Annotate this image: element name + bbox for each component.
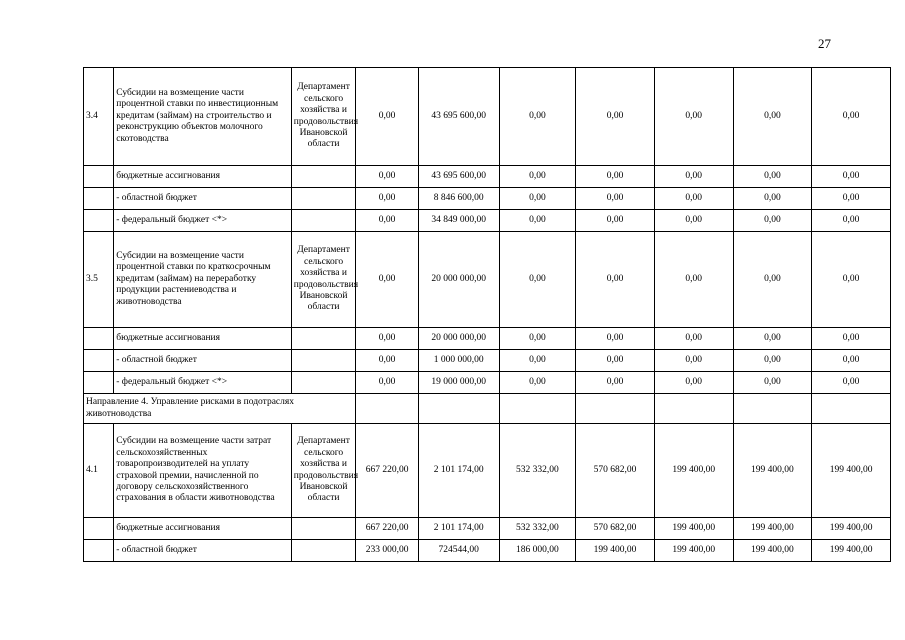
- value-cell: 0,00: [576, 328, 655, 350]
- value-cell: 0,00: [356, 166, 419, 188]
- table-row: [84, 328, 891, 350]
- value-cell: 0,00: [812, 68, 891, 166]
- row-executor-empty: [291, 540, 356, 562]
- value-cell: 0,00: [356, 372, 419, 394]
- value-cell: 0,00: [499, 328, 576, 350]
- table-row: [84, 166, 891, 188]
- value-cell: 0,00: [812, 372, 891, 394]
- value-cell: 0,00: [654, 328, 733, 350]
- value-cell: [418, 394, 499, 424]
- value-cell: 667 220,00: [356, 518, 419, 540]
- row-executor-empty: [291, 210, 356, 232]
- value-cell: 233 000,00: [356, 540, 419, 562]
- row-name: - областной бюджет: [114, 540, 292, 562]
- table-row: [84, 394, 891, 424]
- row-code-empty: [84, 518, 114, 540]
- row-name: бюджетные ассигнования: [114, 518, 292, 540]
- value-cell: 199 400,00: [733, 540, 812, 562]
- value-cell: 0,00: [733, 232, 812, 328]
- value-cell: 0,00: [576, 166, 655, 188]
- value-cell: 0,00: [576, 210, 655, 232]
- value-cell: [499, 394, 576, 424]
- row-name: - федеральный бюджет <*>: [114, 210, 292, 232]
- value-cell: 0,00: [654, 350, 733, 372]
- row-executor-empty: [291, 166, 356, 188]
- table-body: [84, 68, 891, 562]
- value-cell: 0,00: [576, 68, 655, 166]
- value-cell: 199 400,00: [576, 540, 655, 562]
- value-cell: 43 695 600,00: [418, 166, 499, 188]
- table-row: [84, 518, 891, 540]
- value-cell: 2 101 174,00: [418, 518, 499, 540]
- row-name: Субсидии на возмещение части затрат сельскохозяйственных товаропроизводителей на уплату страховой премии, начисленной по договору сельскохозяйственного страхования в области животноводства: [114, 424, 292, 518]
- value-cell: 0,00: [356, 232, 419, 328]
- value-cell: 0,00: [576, 372, 655, 394]
- value-cell: 0,00: [812, 166, 891, 188]
- table-row: [84, 210, 891, 232]
- row-code: 4.1: [84, 424, 114, 518]
- row-code: 3.4: [84, 68, 114, 166]
- value-cell: 0,00: [812, 350, 891, 372]
- value-cell: 0,00: [499, 188, 576, 210]
- value-cell: 0,00: [356, 350, 419, 372]
- table-row: [84, 424, 891, 518]
- value-cell: 199 400,00: [654, 424, 733, 518]
- value-cell: 0,00: [654, 188, 733, 210]
- value-cell: 0,00: [499, 350, 576, 372]
- row-executor-empty: [291, 328, 356, 350]
- value-cell: [356, 394, 419, 424]
- row-name: Субсидии на возмещение части процентной ставки по краткосрочным кредитам (займам) на переработку продукции растениеводства и животноводства: [114, 232, 292, 328]
- value-cell: 0,00: [654, 166, 733, 188]
- value-cell: 0,00: [654, 210, 733, 232]
- value-cell: 532 332,00: [499, 518, 576, 540]
- row-code-empty: [84, 540, 114, 562]
- value-cell: 0,00: [356, 188, 419, 210]
- value-cell: 186 000,00: [499, 540, 576, 562]
- table-row: [84, 372, 891, 394]
- row-name: - областной бюджет: [114, 188, 292, 210]
- value-cell: 0,00: [733, 350, 812, 372]
- value-cell: 20 000 000,00: [418, 232, 499, 328]
- value-cell: [733, 394, 812, 424]
- page-number: 27: [818, 36, 831, 51]
- value-cell: 0,00: [733, 166, 812, 188]
- value-cell: 0,00: [812, 210, 891, 232]
- value-cell: 199 400,00: [733, 424, 812, 518]
- value-cell: 724544,00: [418, 540, 499, 562]
- budget-table: [83, 67, 891, 562]
- value-cell: 2 101 174,00: [418, 424, 499, 518]
- value-cell: 199 400,00: [654, 518, 733, 540]
- row-executor-empty: [291, 188, 356, 210]
- row-executor-empty: [291, 372, 356, 394]
- value-cell: [812, 394, 891, 424]
- value-cell: 0,00: [733, 328, 812, 350]
- row-name: бюджетные ассигнования: [114, 328, 292, 350]
- value-cell: 0,00: [576, 232, 655, 328]
- table-row: [84, 350, 891, 372]
- row-code-empty: [84, 350, 114, 372]
- row-executor: Департамент сельского хозяйства и продовольствия Ивановской области: [291, 232, 356, 328]
- direction-title: Направление 4. Управление рисками в подотраслях животноводства: [84, 394, 356, 424]
- value-cell: 0,00: [733, 68, 812, 166]
- value-cell: 199 400,00: [812, 424, 891, 518]
- value-cell: 667 220,00: [356, 424, 419, 518]
- value-cell: 0,00: [356, 68, 419, 166]
- row-code-empty: [84, 166, 114, 188]
- row-code-empty: [84, 328, 114, 350]
- row-code-empty: [84, 210, 114, 232]
- value-cell: [576, 394, 655, 424]
- value-cell: 0,00: [733, 188, 812, 210]
- value-cell: 0,00: [499, 232, 576, 328]
- value-cell: 43 695 600,00: [418, 68, 499, 166]
- value-cell: 0,00: [499, 210, 576, 232]
- value-cell: 0,00: [733, 210, 812, 232]
- value-cell: [654, 394, 733, 424]
- value-cell: 199 400,00: [812, 540, 891, 562]
- value-cell: 0,00: [499, 372, 576, 394]
- value-cell: 199 400,00: [654, 540, 733, 562]
- value-cell: 570 682,00: [576, 518, 655, 540]
- row-code-empty: [84, 372, 114, 394]
- row-executor: Департамент сельского хозяйства и продовольствия Ивановской области: [291, 68, 356, 166]
- row-executor: Департамент сельского хозяйства и продовольствия Ивановской области: [291, 424, 356, 518]
- value-cell: 0,00: [812, 232, 891, 328]
- value-cell: 0,00: [654, 232, 733, 328]
- value-cell: 0,00: [654, 68, 733, 166]
- row-executor-empty: [291, 518, 356, 540]
- row-code-empty: [84, 188, 114, 210]
- value-cell: 8 846 600,00: [418, 188, 499, 210]
- value-cell: 0,00: [499, 68, 576, 166]
- value-cell: 0,00: [654, 372, 733, 394]
- row-name: Субсидии на возмещение части процентной ставки по инвестиционным кредитам (займам) на строительство и реконструкцию объектов молочного скотоводства: [114, 68, 292, 166]
- value-cell: 34 849 000,00: [418, 210, 499, 232]
- value-cell: 0,00: [733, 372, 812, 394]
- row-name: - областной бюджет: [114, 350, 292, 372]
- row-name: - федеральный бюджет <*>: [114, 372, 292, 394]
- value-cell: 0,00: [356, 328, 419, 350]
- table-row: [84, 540, 891, 562]
- table-row: [84, 188, 891, 210]
- table-row: [84, 232, 891, 328]
- value-cell: 20 000 000,00: [418, 328, 499, 350]
- value-cell: 199 400,00: [812, 518, 891, 540]
- value-cell: 0,00: [356, 210, 419, 232]
- value-cell: 199 400,00: [733, 518, 812, 540]
- value-cell: 570 682,00: [576, 424, 655, 518]
- value-cell: 0,00: [812, 328, 891, 350]
- row-executor-empty: [291, 350, 356, 372]
- value-cell: 1 000 000,00: [418, 350, 499, 372]
- value-cell: 0,00: [576, 188, 655, 210]
- value-cell: 532 332,00: [499, 424, 576, 518]
- value-cell: 0,00: [576, 350, 655, 372]
- row-name: бюджетные ассигнования: [114, 166, 292, 188]
- row-code: 3.5: [84, 232, 114, 328]
- value-cell: 19 000 000,00: [418, 372, 499, 394]
- value-cell: 0,00: [499, 166, 576, 188]
- value-cell: 0,00: [812, 188, 891, 210]
- table-row: [84, 68, 891, 166]
